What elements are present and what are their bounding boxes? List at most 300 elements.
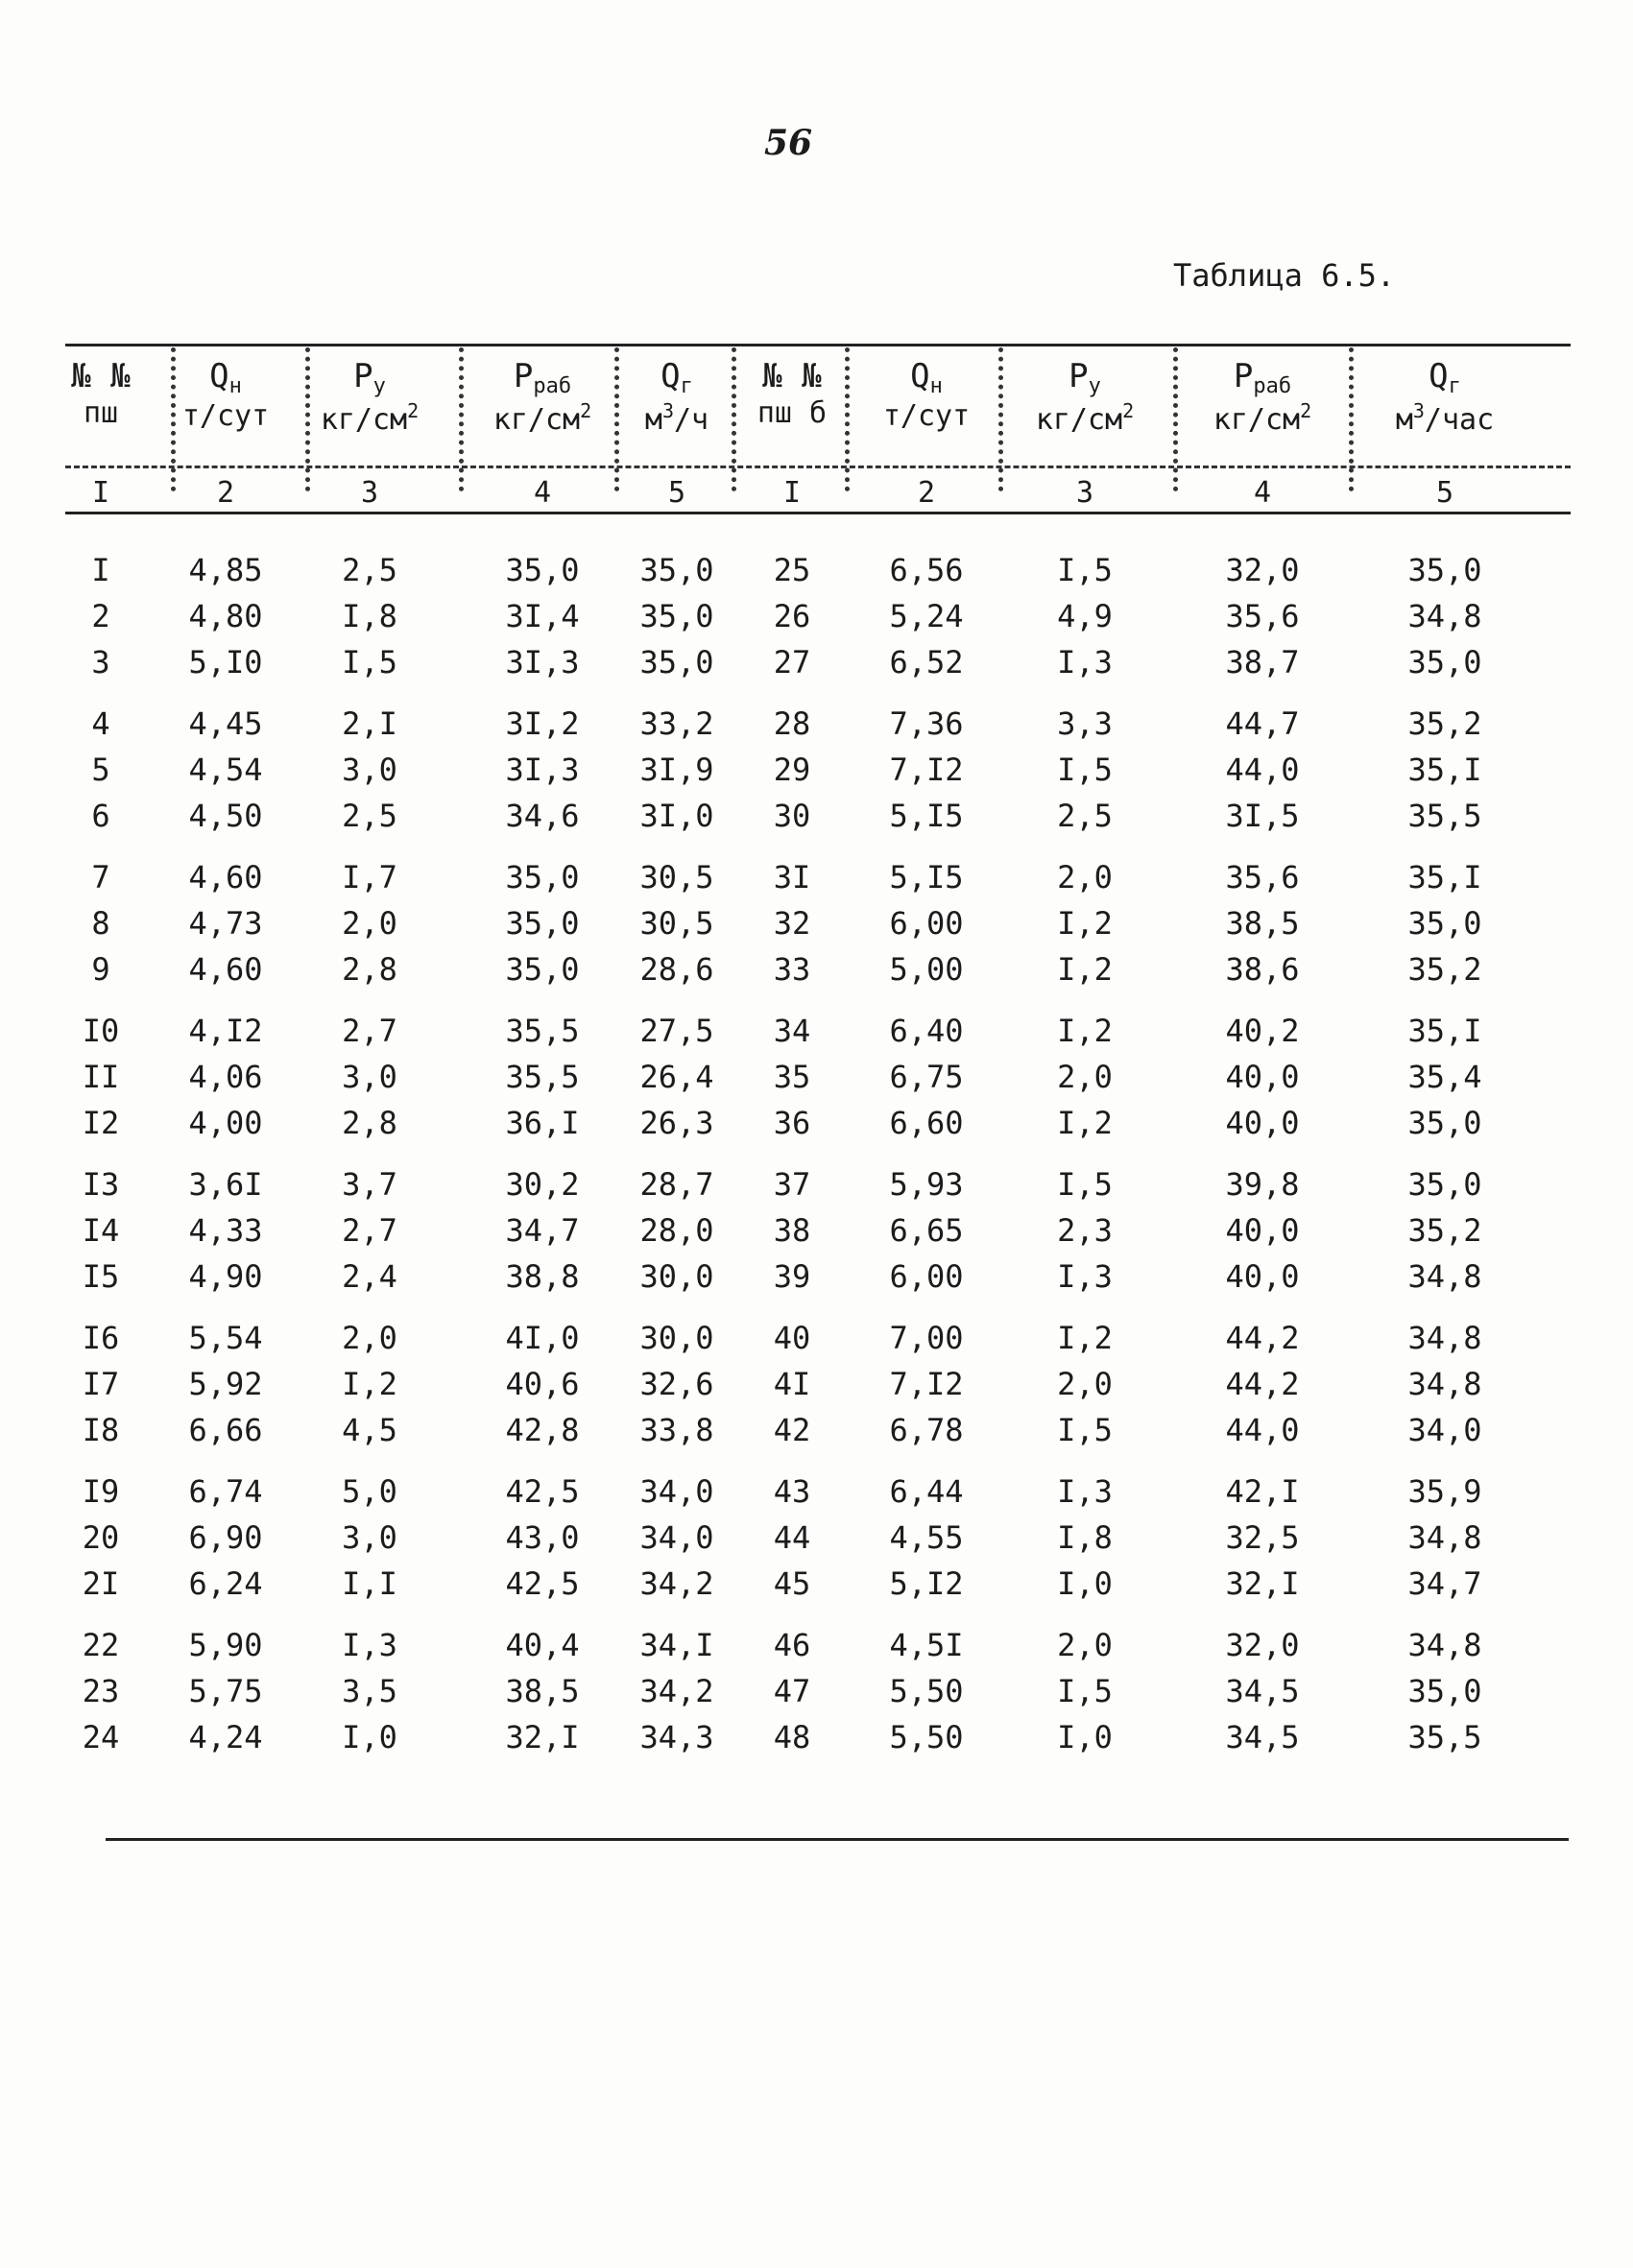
row-number-cell: 3I (773, 859, 811, 895)
table-cell: 34,8 (1407, 1366, 1482, 1402)
table-cell: I,2 (1057, 1013, 1113, 1049)
table-cell: 44,7 (1225, 705, 1300, 742)
column-symbol (1373, 357, 1517, 399)
table-cell: 44,2 (1225, 1366, 1300, 1402)
table-cell: 5,54 (188, 1320, 263, 1356)
row-number-cell: 38 (773, 1212, 811, 1249)
table-cell: 5,00 (889, 951, 964, 988)
column-header (854, 357, 998, 434)
column-symbol (470, 357, 614, 399)
table-cell: 40,4 (505, 1627, 580, 1663)
table-cell: 42,5 (505, 1473, 580, 1510)
row-number-cell: 9 (91, 951, 110, 988)
column-number: 2 (216, 476, 235, 510)
table-cell: 4I,0 (505, 1320, 580, 1356)
table-cell: 34,5 (1225, 1719, 1300, 1755)
table-cell: 35,I (1407, 1013, 1482, 1049)
table-cell: 34,8 (1407, 1519, 1482, 1556)
table-cell: 35,6 (1225, 859, 1300, 895)
table-cell: 30,5 (639, 859, 714, 895)
table-cell: 30,2 (505, 1166, 580, 1203)
table-cell: 33,8 (639, 1412, 714, 1448)
table-cell: 5,50 (889, 1673, 964, 1709)
table-cell: 6,78 (889, 1412, 964, 1448)
row-number-cell: 3 (91, 644, 110, 680)
row-number-cell: 26 (773, 598, 811, 634)
table-cell: 2,8 (342, 951, 397, 988)
table-cell: 7,36 (889, 705, 964, 742)
table-cell: 40,0 (1225, 1059, 1300, 1095)
table-cell: 2,I (342, 705, 397, 742)
row-number-cell: 39 (773, 1258, 811, 1295)
row-number-cell: I4 (82, 1212, 120, 1249)
table-top-rule (65, 344, 1571, 346)
table-cell: 5,I5 (889, 859, 964, 895)
column-unit-sup: 2 (1300, 399, 1312, 423)
column-unit-text: кг/см (492, 403, 581, 438)
table-cell: 35,0 (639, 552, 714, 588)
column-symbol-main: P (353, 357, 373, 395)
row-number-cell: I8 (82, 1412, 120, 1448)
table-cell: 6,24 (188, 1565, 263, 1602)
column-separator (459, 347, 464, 491)
table-cell: I,3 (1057, 644, 1113, 680)
table-cell: I,8 (1057, 1519, 1113, 1556)
column-unit-text: пш б (756, 395, 828, 430)
column-unit (298, 399, 442, 438)
column-symbol-main: № № (762, 357, 822, 395)
table-cell: I,I (342, 1565, 397, 1602)
column-unit-tail: /час (1424, 403, 1495, 438)
table-bottom-rule (106, 1838, 1569, 1841)
row-number-cell: 46 (773, 1627, 811, 1663)
column-symbol-sub: г (1448, 374, 1461, 398)
table-cell: 6,00 (889, 905, 964, 942)
table-cell: 5,93 (889, 1166, 964, 1203)
table-cell: 4,33 (188, 1212, 263, 1249)
table-cell: 34,0 (639, 1473, 714, 1510)
table-cell: 35,2 (1407, 951, 1482, 988)
table-cell: 2,0 (1057, 1059, 1113, 1095)
table-cell: 4,9 (1057, 598, 1113, 634)
table-cell: 34,2 (639, 1565, 714, 1602)
row-number-cell: 33 (773, 951, 811, 988)
column-symbol-sub: раб (1253, 374, 1292, 398)
column-header (1013, 357, 1157, 438)
column-number: I (91, 476, 110, 510)
column-unit-text: т/сут (882, 399, 971, 434)
column-symbol-main: Q (209, 357, 229, 395)
table-cell: 6,74 (188, 1473, 263, 1510)
table-cell: 3,0 (342, 752, 397, 788)
table-cell: 2,4 (342, 1258, 397, 1295)
row-number-cell: 20 (82, 1519, 120, 1556)
table-cell: 33,2 (639, 705, 714, 742)
table-cell: 35,0 (505, 951, 580, 988)
column-symbol-sub: г (680, 374, 693, 398)
row-number-cell: II (82, 1059, 120, 1095)
column-number: 3 (360, 476, 379, 510)
table-cell: 4,45 (188, 705, 263, 742)
column-unit-sup: 2 (407, 399, 420, 423)
table-cell: 38,7 (1225, 644, 1300, 680)
table-cell: 32,I (505, 1719, 580, 1755)
column-unit-sup: 2 (1122, 399, 1135, 423)
table-cell: 5,92 (188, 1366, 263, 1402)
table-cell: 35,I (1407, 859, 1482, 895)
column-unit-text: м (1395, 403, 1413, 438)
table-cell: 26,4 (639, 1059, 714, 1095)
table-cell: I,2 (1057, 1105, 1113, 1141)
table-cell: 7,I2 (889, 752, 964, 788)
column-unit-text: м (644, 403, 662, 438)
column-number: 4 (1253, 476, 1272, 510)
table-cell: 34,2 (639, 1673, 714, 1709)
table-cell: 40,2 (1225, 1013, 1300, 1049)
table-cell: 35,0 (505, 905, 580, 942)
table-cell: 43,0 (505, 1519, 580, 1556)
column-unit (1190, 399, 1334, 438)
row-number-cell: 40 (773, 1320, 811, 1356)
table-cell: I,5 (342, 644, 397, 680)
table-cell: 34,8 (1407, 1627, 1482, 1663)
column-unit-text: пш (83, 395, 119, 430)
table-cell: 34,7 (505, 1212, 580, 1249)
table-cell: 2,0 (342, 1320, 397, 1356)
table-cell: 6,60 (889, 1105, 964, 1141)
column-symbol-sub: раб (533, 374, 572, 398)
column-unit (470, 399, 614, 438)
table-cell: 38,5 (505, 1673, 580, 1709)
column-header (154, 357, 298, 434)
table-cell: I,2 (342, 1366, 397, 1402)
row-number-cell: 44 (773, 1519, 811, 1556)
row-number-cell: 36 (773, 1105, 811, 1141)
table-cell: 3I,3 (505, 644, 580, 680)
column-separator (1173, 347, 1178, 491)
column-unit-text: кг/см (1035, 403, 1123, 438)
column-unit (1013, 399, 1157, 438)
column-symbol-sub: н (929, 374, 943, 398)
column-symbol-main: Q (660, 357, 681, 395)
table-cell: I,5 (1057, 1673, 1113, 1709)
table-cell: 28,0 (639, 1212, 714, 1249)
row-number-cell: 43 (773, 1473, 811, 1510)
table-cell: 3,7 (342, 1166, 397, 1203)
table-cell: 5,I0 (188, 644, 263, 680)
column-header (470, 357, 614, 438)
table-cell: 6,75 (889, 1059, 964, 1095)
column-symbol-main: Q (1429, 357, 1449, 395)
table-cell: 2,5 (342, 552, 397, 588)
row-number-cell: I (91, 552, 110, 588)
table-cell: 35,0 (1407, 644, 1482, 680)
table-cell: 2,5 (1057, 798, 1113, 834)
column-header (1373, 357, 1517, 438)
table-cell: 3,5 (342, 1673, 397, 1709)
column-separator (998, 347, 1003, 491)
row-number-cell: I3 (82, 1166, 120, 1203)
column-header (720, 357, 864, 431)
table-cell: 42,I (1225, 1473, 1300, 1510)
table-cell: 5,I5 (889, 798, 964, 834)
column-unit-tail: /ч (673, 403, 709, 438)
table-cell: 35,0 (1407, 1673, 1482, 1709)
row-number-cell: 2 (91, 598, 110, 634)
table-cell: 44,0 (1225, 752, 1300, 788)
table-cell: I,3 (342, 1627, 397, 1663)
table-cell: 27,5 (639, 1013, 714, 1049)
table-cell: 28,7 (639, 1166, 714, 1203)
table-cell: 35,5 (1407, 798, 1482, 834)
table-cell: 4,55 (889, 1519, 964, 1556)
column-symbol-sub: н (228, 374, 242, 398)
table-cell: 3I,5 (1225, 798, 1300, 834)
table-cell: 34,8 (1407, 598, 1482, 634)
row-number-cell: 47 (773, 1673, 811, 1709)
table-cell: 35,5 (505, 1059, 580, 1095)
row-number-cell: 8 (91, 905, 110, 942)
row-number-cell: 22 (82, 1627, 120, 1663)
column-number: 5 (1435, 476, 1454, 510)
table-cell: 4,5 (342, 1412, 397, 1448)
table-cell: 40,0 (1225, 1212, 1300, 1249)
table-cell: 3I,9 (639, 752, 714, 788)
table-cell: 30,0 (639, 1320, 714, 1356)
table-cell: 32,I (1225, 1565, 1300, 1602)
table-cell: 2,0 (1057, 1366, 1113, 1402)
row-number-cell: 35 (773, 1059, 811, 1095)
row-number-cell: I6 (82, 1320, 120, 1356)
column-number: I (782, 476, 802, 510)
column-header (29, 357, 173, 431)
row-number-cell: 37 (773, 1166, 811, 1203)
table-cell: 35,6 (1225, 598, 1300, 634)
table-cell: 6,40 (889, 1013, 964, 1049)
table-cell: 35,0 (639, 644, 714, 680)
row-number-cell: 27 (773, 644, 811, 680)
table-cell: I,5 (1057, 1412, 1113, 1448)
table-cell: 3I,0 (639, 798, 714, 834)
table-cell: 35,2 (1407, 705, 1482, 742)
column-unit-text: кг/см (1213, 403, 1301, 438)
table-cell: 30,0 (639, 1258, 714, 1295)
column-header (298, 357, 442, 438)
table-cell: I,0 (1057, 1719, 1113, 1755)
table-cell: I,2 (1057, 905, 1113, 942)
column-symbol (1013, 357, 1157, 399)
table-cell: 35,9 (1407, 1473, 1482, 1510)
table-cell: I,3 (1057, 1258, 1113, 1295)
column-symbol (154, 357, 298, 399)
column-number: 2 (917, 476, 936, 510)
table-cell: 35,I (1407, 752, 1482, 788)
table-cell: 34,8 (1407, 1258, 1482, 1295)
row-number-cell: 7 (91, 859, 110, 895)
column-unit (154, 399, 298, 434)
column-unit (720, 396, 864, 431)
table-cell: 30,5 (639, 905, 714, 942)
table-cell: 32,0 (1225, 552, 1300, 588)
table-cell: 5,0 (342, 1473, 397, 1510)
table-cell: 38,6 (1225, 951, 1300, 988)
table-cell: 4,90 (188, 1258, 263, 1295)
table-cell: 44,0 (1225, 1412, 1300, 1448)
column-unit-text: т/сут (181, 399, 270, 434)
row-number-cell: 24 (82, 1719, 120, 1755)
table-cell: 6,00 (889, 1258, 964, 1295)
row-number-cell: I2 (82, 1105, 120, 1141)
table-cell: I,5 (1057, 752, 1113, 788)
table-cell: 35,0 (1407, 905, 1482, 942)
table-cell: 2,0 (1057, 859, 1113, 895)
table-cell: 35,4 (1407, 1059, 1482, 1095)
table-cell: 6,90 (188, 1519, 263, 1556)
table-cell: 3,0 (342, 1519, 397, 1556)
table-cell: 4,24 (188, 1719, 263, 1755)
table-cell: 5,24 (889, 598, 964, 634)
column-symbol (720, 357, 864, 396)
table-cell: I,2 (1057, 1320, 1113, 1356)
table-cell: 35,5 (505, 1013, 580, 1049)
table-cell: 2,8 (342, 1105, 397, 1141)
table-cell: I,8 (342, 598, 397, 634)
column-number: 5 (667, 476, 686, 510)
table-cell: 2,0 (1057, 1627, 1113, 1663)
table-cell: 34,8 (1407, 1320, 1482, 1356)
table-cell: 35,0 (505, 552, 580, 588)
column-symbol-main: P (513, 357, 534, 395)
table-cell: 40,0 (1225, 1105, 1300, 1141)
table-cell: 40,0 (1225, 1258, 1300, 1295)
table-cell: 4,73 (188, 905, 263, 942)
table-cell: 35,0 (1407, 1166, 1482, 1203)
row-number-cell: I7 (82, 1366, 120, 1402)
table-cell: I,5 (1057, 1166, 1113, 1203)
table-cell: 4,00 (188, 1105, 263, 1141)
table-cell: 6,44 (889, 1473, 964, 1510)
column-unit (1373, 399, 1517, 438)
table-cell: 7,I2 (889, 1366, 964, 1402)
table-cell: 6,52 (889, 644, 964, 680)
row-number-cell: I9 (82, 1473, 120, 1510)
column-symbol (298, 357, 442, 399)
table-cell: 35,0 (505, 859, 580, 895)
table-cell: 32,0 (1225, 1627, 1300, 1663)
table-cell: 34,0 (639, 1519, 714, 1556)
table-cell: 35,0 (1407, 1105, 1482, 1141)
table-cell: 40,6 (505, 1366, 580, 1402)
column-symbol-sub: у (372, 374, 386, 398)
table-cell: 34,6 (505, 798, 580, 834)
table-cell: I,7 (342, 859, 397, 895)
column-number: 4 (533, 476, 552, 510)
table-cell: 34,I (639, 1627, 714, 1663)
table-cell: 38,5 (1225, 905, 1300, 942)
table-cell: 44,2 (1225, 1320, 1300, 1356)
table-cell: 4,06 (188, 1059, 263, 1095)
row-number-cell: 5 (91, 752, 110, 788)
column-unit-sup: 3 (661, 399, 674, 423)
table-cell: 5,50 (889, 1719, 964, 1755)
row-number-cell: I0 (82, 1013, 120, 1049)
table-cell: 4,60 (188, 859, 263, 895)
table-cell: 32,5 (1225, 1519, 1300, 1556)
table-cell: 35,2 (1407, 1212, 1482, 1249)
row-number-cell: 23 (82, 1673, 120, 1709)
column-separator (1349, 347, 1354, 491)
table-cell: 3I,3 (505, 752, 580, 788)
table-cell: 34,7 (1407, 1565, 1482, 1602)
table-cell: I,5 (1057, 552, 1113, 588)
row-number-cell: 4I (773, 1366, 811, 1402)
table-cell: 34,0 (1407, 1412, 1482, 1448)
column-header (1190, 357, 1334, 438)
row-number-cell: 2I (82, 1565, 120, 1602)
table-cell: 3,3 (1057, 705, 1113, 742)
table-cell: 38,8 (505, 1258, 580, 1295)
table-cell: 4,80 (188, 598, 263, 634)
column-symbol (854, 357, 998, 399)
column-unit (29, 396, 173, 431)
table-cell: 28,6 (639, 951, 714, 988)
row-number-cell: 30 (773, 798, 811, 834)
table-cell: 3,0 (342, 1059, 397, 1095)
table-cell: 42,8 (505, 1412, 580, 1448)
table-cell: 3I,2 (505, 705, 580, 742)
row-number-cell: 6 (91, 798, 110, 834)
table-cell: 35,5 (1407, 1719, 1482, 1755)
table-cell: 35,0 (639, 598, 714, 634)
table-cell: 4,50 (188, 798, 263, 834)
table-cell: 2,7 (342, 1212, 397, 1249)
row-number-cell: 28 (773, 705, 811, 742)
column-unit-sup: 2 (580, 399, 592, 423)
table-cell: 3,6I (188, 1166, 263, 1203)
row-number-cell: 48 (773, 1719, 811, 1755)
column-symbol-main: № № (71, 357, 131, 395)
table-cell: 5,90 (188, 1627, 263, 1663)
page-number: 56 (764, 123, 813, 163)
table-cell: 42,5 (505, 1565, 580, 1602)
row-number-cell: 42 (773, 1412, 811, 1448)
table-cell: 4,85 (188, 552, 263, 588)
table-cell: 7,00 (889, 1320, 964, 1356)
table-cell: 4,60 (188, 951, 263, 988)
column-symbol-main: P (1233, 357, 1254, 395)
table-cell: 2,5 (342, 798, 397, 834)
table-cell: 2,7 (342, 1013, 397, 1049)
header-dashed-rule (65, 466, 1571, 468)
table-cell: 5,75 (188, 1673, 263, 1709)
table-cell: 34,3 (639, 1719, 714, 1755)
row-number-cell: 4 (91, 705, 110, 742)
row-number-cell: 34 (773, 1013, 811, 1049)
table-caption: Таблица 6.5. (1173, 257, 1396, 294)
table-cell: 6,66 (188, 1412, 263, 1448)
table-cell: I,2 (1057, 951, 1113, 988)
table-cell: 2,0 (342, 905, 397, 942)
table-cell: 36,I (505, 1105, 580, 1141)
table-cell: 35,0 (1407, 552, 1482, 588)
table-cell: 5,I2 (889, 1565, 964, 1602)
column-symbol-main: Q (910, 357, 930, 395)
column-unit-text: кг/см (320, 403, 408, 438)
table-cell: 4,5I (889, 1627, 964, 1663)
column-number: 3 (1075, 476, 1094, 510)
column-unit (854, 399, 998, 434)
header-bottom-rule (65, 512, 1571, 514)
